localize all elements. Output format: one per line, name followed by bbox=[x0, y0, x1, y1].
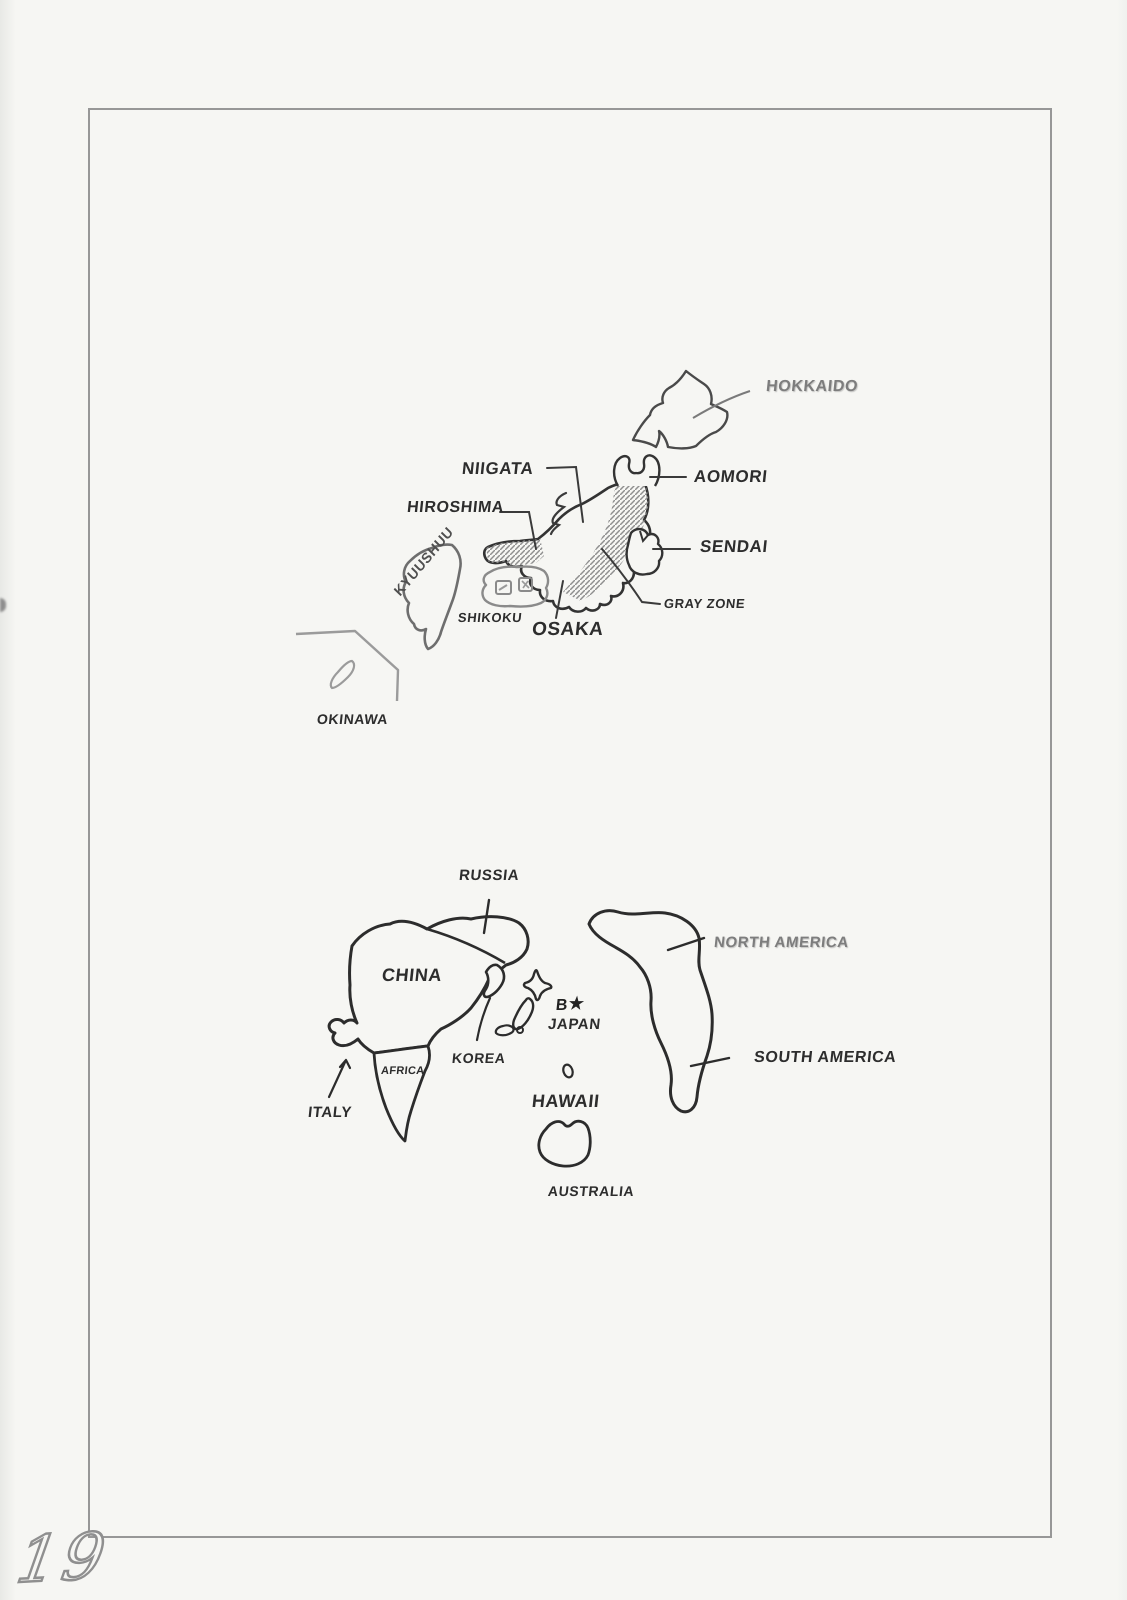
okinawa-island bbox=[331, 661, 354, 688]
label-osaka: OSAKA bbox=[530, 619, 605, 640]
shikoku-box-2-mark bbox=[522, 581, 529, 588]
label-china: CHINA bbox=[380, 965, 444, 985]
label-aomori: AOMORI bbox=[693, 467, 769, 486]
label-hiroshima: HIROSHIMA bbox=[406, 499, 505, 516]
page-number: 19 bbox=[11, 1519, 114, 1599]
label-okinawa: OKINAWA bbox=[316, 711, 389, 727]
australia-landmass bbox=[539, 1121, 590, 1166]
label-kyuushuu: KYUUSHUU bbox=[390, 523, 457, 599]
hokkaido-island bbox=[633, 371, 727, 448]
label-niigata: NIIGATA bbox=[461, 459, 535, 478]
italy-arrow bbox=[329, 1060, 350, 1097]
africa-landmass bbox=[374, 1046, 429, 1141]
label-sendai: SENDAI bbox=[699, 537, 769, 556]
hawaii-dot bbox=[562, 1063, 575, 1078]
japan-marker bbox=[555, 994, 586, 1015]
japan-islet-circle bbox=[517, 1027, 523, 1033]
label-south-america: SOUTH AMERICA bbox=[753, 1049, 898, 1066]
japan-honshu-shape bbox=[513, 998, 533, 1029]
label-north-america: NORTH AMERICA bbox=[713, 934, 850, 951]
label-russia: RUSSIA bbox=[458, 867, 521, 884]
label-gray-zone: GRAY ZONE bbox=[663, 596, 747, 611]
label-africa: AFRICA bbox=[380, 1065, 426, 1077]
sendai-shape bbox=[627, 529, 663, 574]
shikoku-box-1-mark bbox=[499, 585, 507, 590]
label-korea: KOREA bbox=[451, 1050, 507, 1066]
aomori-shape bbox=[614, 455, 659, 486]
label-japan: JAPAN bbox=[547, 1016, 602, 1033]
label-hawaii: HAWAII bbox=[530, 1091, 601, 1111]
japan-hokkaido-star bbox=[524, 970, 551, 1000]
star-icon: ★ bbox=[567, 994, 586, 1013]
world-map bbox=[295, 855, 910, 1210]
japan-map bbox=[285, 355, 860, 735]
korea-pointer-line bbox=[477, 998, 490, 1040]
label-australia: AUSTRALIA bbox=[547, 1183, 636, 1199]
page-border-frame bbox=[88, 108, 1052, 1538]
label-italy: ITALY bbox=[307, 1104, 353, 1121]
hokkaido-pointer-line bbox=[693, 391, 750, 418]
label-shikoku: SHIKOKU bbox=[457, 610, 523, 625]
japan-marker-letter: B bbox=[555, 997, 570, 1014]
japan-island-blob bbox=[496, 1025, 514, 1035]
scan-speck bbox=[0, 598, 6, 612]
label-hokkaido: HOKKAIDO bbox=[765, 378, 859, 395]
